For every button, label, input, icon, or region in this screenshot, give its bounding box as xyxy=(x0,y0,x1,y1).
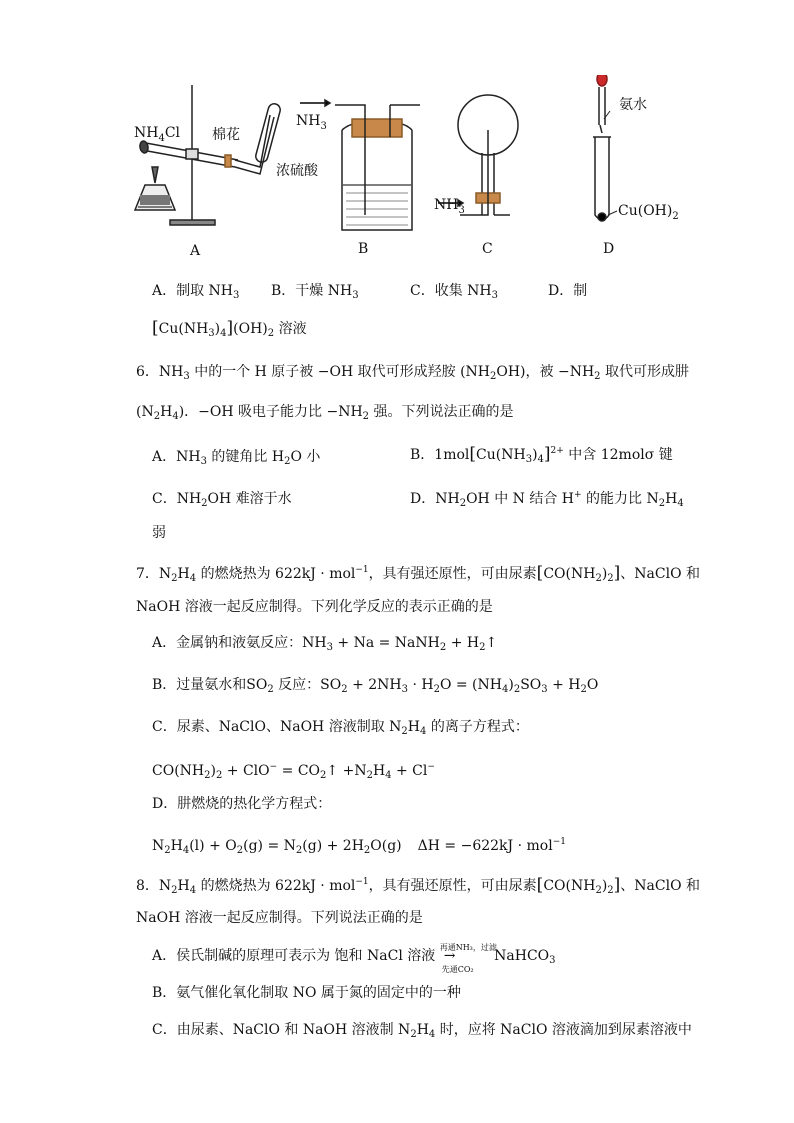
q7-stem-line1: 7．$N_2H_4$ 的燃烧热为 622kJ · mol$^{-1}$，具有强还原性，可由尿素$[CO(NH_2)_2]$、NaClO 和 xyxy=(136,563,701,584)
conc-acid-label: 浓硫酸 xyxy=(276,163,318,179)
q7-stem-line2: NaOH 溶液一起反应制得。下列化学反应的表示正确的是 xyxy=(136,599,493,615)
q6-stem-line2: $(N_2H_4)$．−OH 吸电子能力比 $-NH_2$ 强。下列说法正确的是 xyxy=(136,404,514,422)
ammonia-label: 氨水 xyxy=(619,97,647,113)
q8-stem-line2: NaOH 溶液一起反应制得。下列说法正确的是 xyxy=(136,910,423,926)
q6-option-d[interactable]: D．$NH_2OH$ 中 N 结合 H+ 的能力比 $N_2H_4$ xyxy=(410,490,684,509)
q5-option-d-cont: $[Cu(NH_3)_4](OH)_2$ 溶液 xyxy=(152,318,307,339)
q8-stem-line1: 8．$N_2H_4$ 的燃烧热为 622kJ · mol$^{-1}$，具有强还原性，可由尿素$[CO(NH_2)_2]$、NaClO 和 xyxy=(136,875,701,896)
label-d: D xyxy=(603,241,615,257)
q5-option-b[interactable]: B．干燥 $NH_3$ xyxy=(271,283,359,301)
q5-option-a[interactable]: A．制取 $NH_3$ xyxy=(152,283,240,301)
q5-option-d[interactable]: D．制 xyxy=(548,283,588,299)
q6-option-d-cont: 弱 xyxy=(152,525,166,541)
apparatus-figure xyxy=(120,75,700,265)
label-a: A xyxy=(190,243,201,259)
apparatus-drawing xyxy=(120,75,700,265)
b-nh3-label: $NH_3$ xyxy=(296,113,327,132)
q7-option-d-equation: $N_2H_4(l) + O_2(g) = N_2(g) + 2H_2O(g) \Delta H = -622kJ \cdot mol^{-1}$ xyxy=(152,837,566,856)
q6-option-a[interactable]: A．$NH_3$ 的键角比 $H_2O$ 小 xyxy=(152,449,321,467)
label-b: B xyxy=(358,241,369,257)
q8-option-c[interactable]: C．由尿素、NaClO 和 NaOH 溶液制 $N_2H_4$ 时，应将 NaClO 溶液滴加到尿素溶液中 xyxy=(152,1022,692,1040)
nh4cl-label: $NH_4Cl$ xyxy=(134,125,181,144)
apparatus-a xyxy=(135,85,282,225)
q6-stem-line1: 6．$NH_3$ 中的一个 H 原子被 −OH 取代可形成羟胺 $(NH_2OH)$，被 $-NH_2$ 取代可形成肼 xyxy=(136,364,689,382)
q7-option-c-equation: $CO(NH_2)_2 + ClO^-$ = $CO_2↑ +N_2H_4 + Cl^-$ xyxy=(152,762,435,781)
q6-option-c[interactable]: C．$NH_2OH$ 难溶于水 xyxy=(152,491,292,509)
q8-option-b[interactable]: B．氨气催化氧化制取 NO 属于氮的固定中的一种 xyxy=(152,985,461,1001)
q7-option-d[interactable]: D．肼燃烧的热化学方程式： xyxy=(152,796,332,812)
c-nh3-label: $NH_3$ xyxy=(434,197,465,216)
q7-option-b[interactable]: B．过量氨水和$SO_2$ 反应：$SO_2 + 2NH_3 \cdot H_2O = (NH_4)_2SO_3 + H_2O$ xyxy=(152,677,599,695)
q7-option-c[interactable]: C．尿素、NaClO、NaOH 溶液制取 $N_2H_4$ 的离子方程式： xyxy=(152,719,529,737)
q8-option-a[interactable]: A．侯氏制碱的原理可表示为 饱和 NaCl 溶液 再通NH₃，过滤 → 先通CO₂ NaHCO$_3$ xyxy=(152,943,556,974)
cotton-label: 棉花 xyxy=(212,127,240,143)
label-c: C xyxy=(482,241,493,257)
q6-option-b[interactable]: B．$1mol[Cu(NH_3)_4]^{2+}$ 中含 12molσ 键 xyxy=(410,444,673,465)
apparatus-d xyxy=(593,75,611,221)
cuoh2-label: $Cu(OH)_2$ xyxy=(618,203,679,222)
q5-option-c[interactable]: C．收集 $NH_3$ xyxy=(410,283,498,301)
q7-option-a[interactable]: A．金属钠和液氨反应：$NH_3 + Na$ = NaNH$_2$ + $H_2↑$ xyxy=(152,635,498,653)
reaction-arrow: 再通NH₃，过滤 → 先通CO₂ xyxy=(439,943,497,974)
